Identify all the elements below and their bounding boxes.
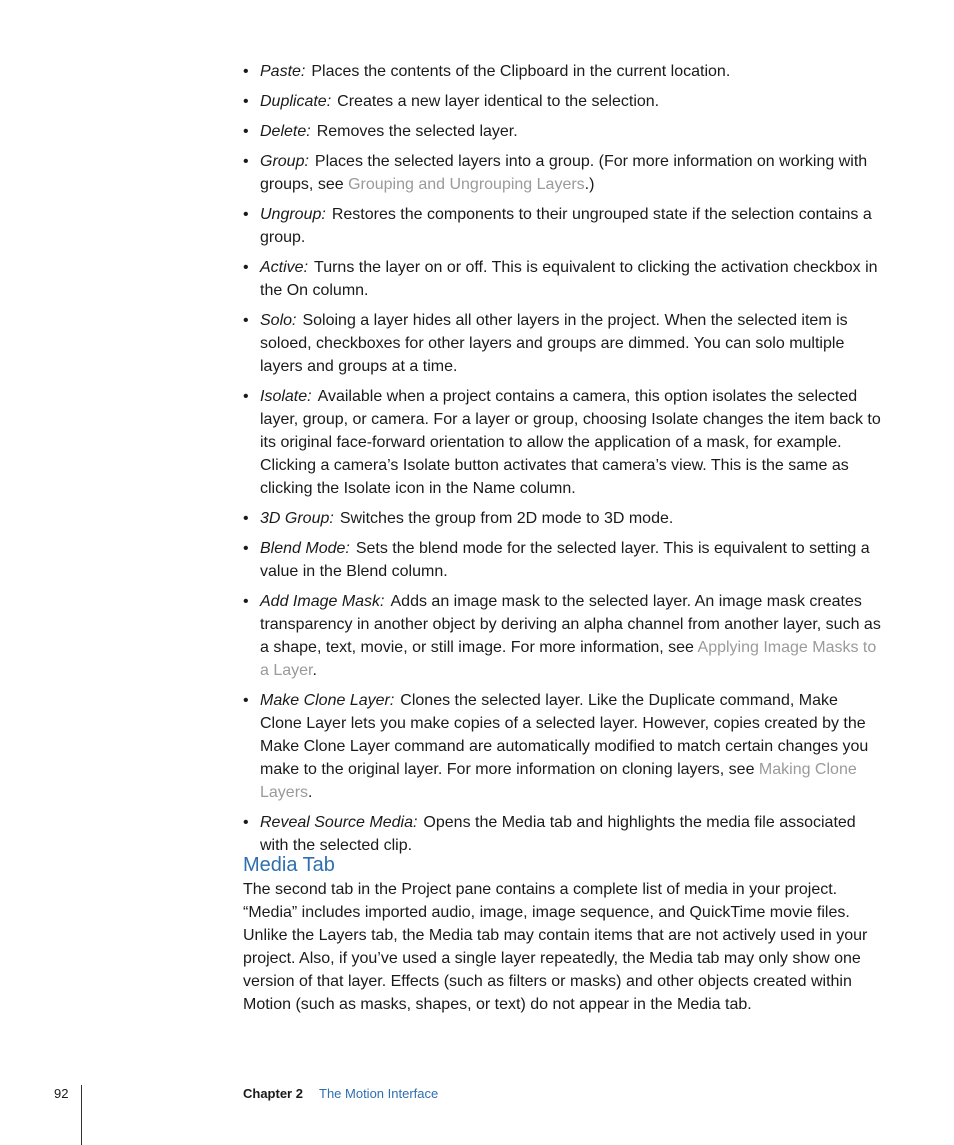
page-number: 92	[54, 1086, 69, 1101]
item-term: Group:	[260, 153, 309, 170]
section-paragraph: The second tab in the Project pane contains a complete list of media in your project. “Media” includes imported audio, image, image sequence, and QuickTime movie files. Unlike the Layers tab, the Media tab may contain items that are not actively used in your project. Also, if you’ve used a single layer repeatedly, the Media tab may only show one version of that layer. Effects (such as filters or masks) and other objects created within Motion (such as masks, shapes, or text) do not appear in the Media tab.	[243, 881, 868, 1013]
item-term: Paste:	[260, 63, 306, 80]
list-item: • Solo: Soloing a layer hides all other layers in the project. When the selected item is soloed, checkboxes for other layers and groups are dimmed. You can solo multiple layers and groups at a time.	[243, 312, 848, 375]
section-heading: Media Tab	[243, 854, 335, 876]
footer-divider	[81, 1085, 82, 1145]
item-text: Available when a project contains a camera, this option isolates the selected layer, group, or camera. For a layer or group, choosing Isolate changes the item back to its original face-forward orientation to allow the application of a mask, for example. Clicking a camera’s Isolate button activates that camera’s view. This is the same as clicking the Isolate icon in the Name column.	[260, 388, 881, 497]
item-text-after: .	[312, 662, 317, 679]
list-item: • Group: Places the selected layers into a group. (For more information on working with groups, see Grouping and Ungrouping Layers.)	[243, 153, 868, 193]
list-item: • Add Image Mask: Adds an image mask to the selected layer. An image mask creates transparency in another object by deriving an alpha channel from another layer, such as a shape, text, movie, or still image. For more information, see Applying Image Masks to a Layer.	[243, 593, 881, 679]
item-text-after: .)	[584, 176, 595, 193]
list-item: • Active: Turns the layer on or off. This is equivalent to clicking the activation checkbox in the On column.	[243, 259, 878, 299]
item-text: Turns the layer on or off. This is equivalent to clicking the activation checkbox in the On column.	[260, 259, 878, 299]
link-image-masks[interactable]: Applying Image Masks to a Layer	[260, 639, 877, 679]
chapter-title-link[interactable]: The Motion Interface	[319, 1086, 439, 1101]
list-item: • Duplicate: Creates a new layer identical to the selection.	[243, 93, 660, 110]
item-text: Places the selected layers into a group. (For more information on working with groups, see	[260, 153, 868, 193]
link-grouping-layers[interactable]: Grouping and Ungrouping Layers	[348, 176, 585, 193]
item-text: Switches the group from 2D mode to 3D mode.	[339, 510, 674, 527]
list-item: • Blend Mode: Sets the blend mode for the selected layer. This is equivalent to setting a value in the Blend column.	[243, 540, 870, 580]
item-term: Isolate:	[260, 388, 312, 405]
item-term: Add Image Mask:	[260, 593, 385, 610]
item-text: Soloing a layer hides all other layers in the project. When the selected item is soloed, checkboxes for other layers and groups are dimmed. You can solo multiple layers and groups at a time.	[260, 312, 848, 375]
list-item: • 3D Group: Switches the group from 2D mode to 3D mode.	[243, 510, 674, 527]
item-term: Make Clone Layer:	[260, 692, 395, 709]
item-text: Places the contents of the Clipboard in the current location.	[311, 63, 731, 80]
item-text: Restores the components to their ungrouped state if the selection contains a group.	[260, 206, 872, 246]
item-text: Opens the Media tab and highlights the media file associated with the selected clip.	[260, 814, 856, 854]
item-text: Sets the blend mode for the selected layer. This is equivalent to setting a value in the Blend column.	[260, 540, 870, 580]
item-text: Creates a new layer identical to the selection.	[337, 93, 660, 110]
item-term: Duplicate:	[260, 93, 332, 110]
item-text: Clones the selected layer. Like the Duplicate command, Make Clone Layer lets you make copies of a selected layer. However, copies created by the Make Clone Layer command are automatically modified to match certain changes you make to the original layer. For more information on cloning layers, see	[260, 692, 869, 778]
list-item: • Paste: Places the contents of the Clipboard in the current location.	[243, 63, 731, 80]
item-text-after: .	[308, 784, 313, 801]
item-text: Adds an image mask to the selected layer. An image mask creates transparency in another object by deriving an alpha channel from another layer, such as a shape, text, movie, or still image. For more information, see	[260, 593, 881, 656]
item-term: Solo:	[260, 312, 297, 329]
item-term: Reveal Source Media:	[260, 814, 418, 831]
list-item: • Make Clone Layer: Clones the selected layer. Like the Duplicate command, Make Clone Layer lets you make copies of a selected layer. However, copies created by the Make Clone Layer command are automatically modified to match certain changes you make to the original layer. For more information on cloning layers, see Making Clone Layers.	[243, 692, 869, 801]
item-term: Active:	[260, 259, 309, 276]
link-clone-layers[interactable]: Making Clone Layers	[260, 761, 857, 801]
item-term: Blend Mode:	[260, 540, 350, 557]
list-item: • Ungroup: Restores the components to their ungrouped state if the selection contains a group.	[243, 206, 872, 246]
item-text: Removes the selected layer.	[316, 123, 518, 140]
item-term: Delete:	[260, 123, 311, 140]
chapter-label: Chapter 2	[243, 1086, 303, 1101]
item-term: Ungroup:	[260, 206, 326, 223]
list-item: • Delete: Removes the selected layer.	[243, 123, 518, 140]
bullet-list	[243, 60, 883, 864]
list-item: • Reveal Source Media: Opens the Media tab and highlights the media file associated with the selected clip.	[243, 814, 856, 854]
list-item: • Isolate: Available when a project contains a camera, this option isolates the selected layer, group, or camera. For a layer or group, choosing Isolate changes the item back to its original face-forward orientation to allow the application of a mask, for example. Clicking a camera’s Isolate button activates that camera’s view. This is the same as clicking the Isolate icon in the Name column.	[243, 388, 881, 497]
item-term: 3D Group:	[260, 510, 334, 527]
